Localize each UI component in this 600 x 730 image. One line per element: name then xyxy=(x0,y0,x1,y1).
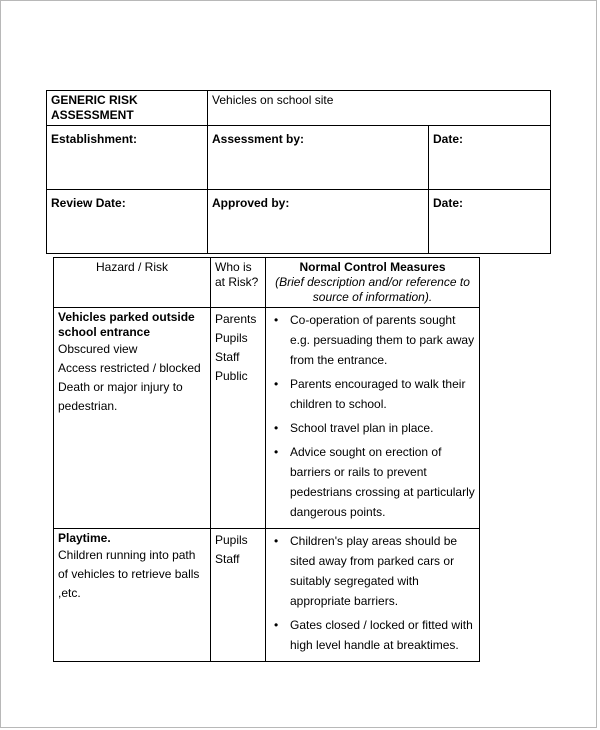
measures-cell xyxy=(266,529,480,662)
who-item: Parents xyxy=(215,312,257,326)
table-row xyxy=(54,529,480,662)
hazard-line: Children running into path of vehicles to retrieve balls ,etc. xyxy=(58,548,200,600)
measure-item: • School travel plan in place. xyxy=(284,418,475,438)
risk-table xyxy=(53,257,480,662)
hazard-header-text: Hazard / Risk xyxy=(95,260,169,274)
hazard-header xyxy=(54,258,211,308)
who-item: Staff xyxy=(215,552,240,566)
measures-list xyxy=(270,531,475,655)
measure-item: • Co-operation of parents sought e.g. persuading them to park away from the entrance. xyxy=(284,310,475,370)
who-item: Public xyxy=(215,369,248,383)
measures-header xyxy=(266,258,480,308)
title-cell: GENERIC RISK ASSESSMENT xyxy=(47,91,208,126)
hazard-title: Playtime. xyxy=(58,531,111,545)
who-header: Who is at Risk? xyxy=(211,258,266,308)
who-cell xyxy=(211,529,266,662)
hazard-title: Vehicles parked outside school entrance xyxy=(58,310,195,339)
establishment-label: Establishment: xyxy=(47,126,208,190)
who-item: Pupils xyxy=(215,533,248,547)
header-table xyxy=(46,90,551,254)
table-header-row xyxy=(54,258,480,308)
review-date-label: Review Date: xyxy=(47,190,208,254)
measure-item: • Advice sought on erection of barriers or rails to prevent pedestrians crossing at particularly dangerous points. xyxy=(284,442,475,522)
measures-header-title: Normal Control Measures xyxy=(299,260,446,274)
measures-header-note: (Brief description and/or reference to source of information). xyxy=(275,275,470,304)
hazard-line: Death or major injury to pedestrian. xyxy=(58,380,183,413)
hazard-line: Obscured view xyxy=(58,342,138,356)
date-label: Date: xyxy=(429,126,551,190)
hazard-line: Access restricted / blocked xyxy=(58,361,201,375)
measures-list xyxy=(270,310,475,522)
who-cell xyxy=(211,308,266,529)
approved-by-label: Approved by: xyxy=(208,190,429,254)
measures-cell xyxy=(266,308,480,529)
date-label: Date: xyxy=(429,190,551,254)
assessment-by-label: Assessment by: xyxy=(208,126,429,190)
hazard-cell xyxy=(54,308,211,529)
measure-item: • Gates closed / locked or fitted with high level handle at breaktimes. xyxy=(284,615,475,655)
table-row xyxy=(54,308,480,529)
subject-cell: Vehicles on school site xyxy=(208,91,551,126)
hazard-cell xyxy=(54,529,211,662)
who-item: Staff xyxy=(215,350,240,364)
measure-item: • Parents encouraged to walk their children to school. xyxy=(284,374,475,414)
who-item: Pupils xyxy=(215,331,248,345)
measure-item: • Children's play areas should be sited away from parked cars or suitably segregated with appropriate barriers. xyxy=(284,531,475,611)
